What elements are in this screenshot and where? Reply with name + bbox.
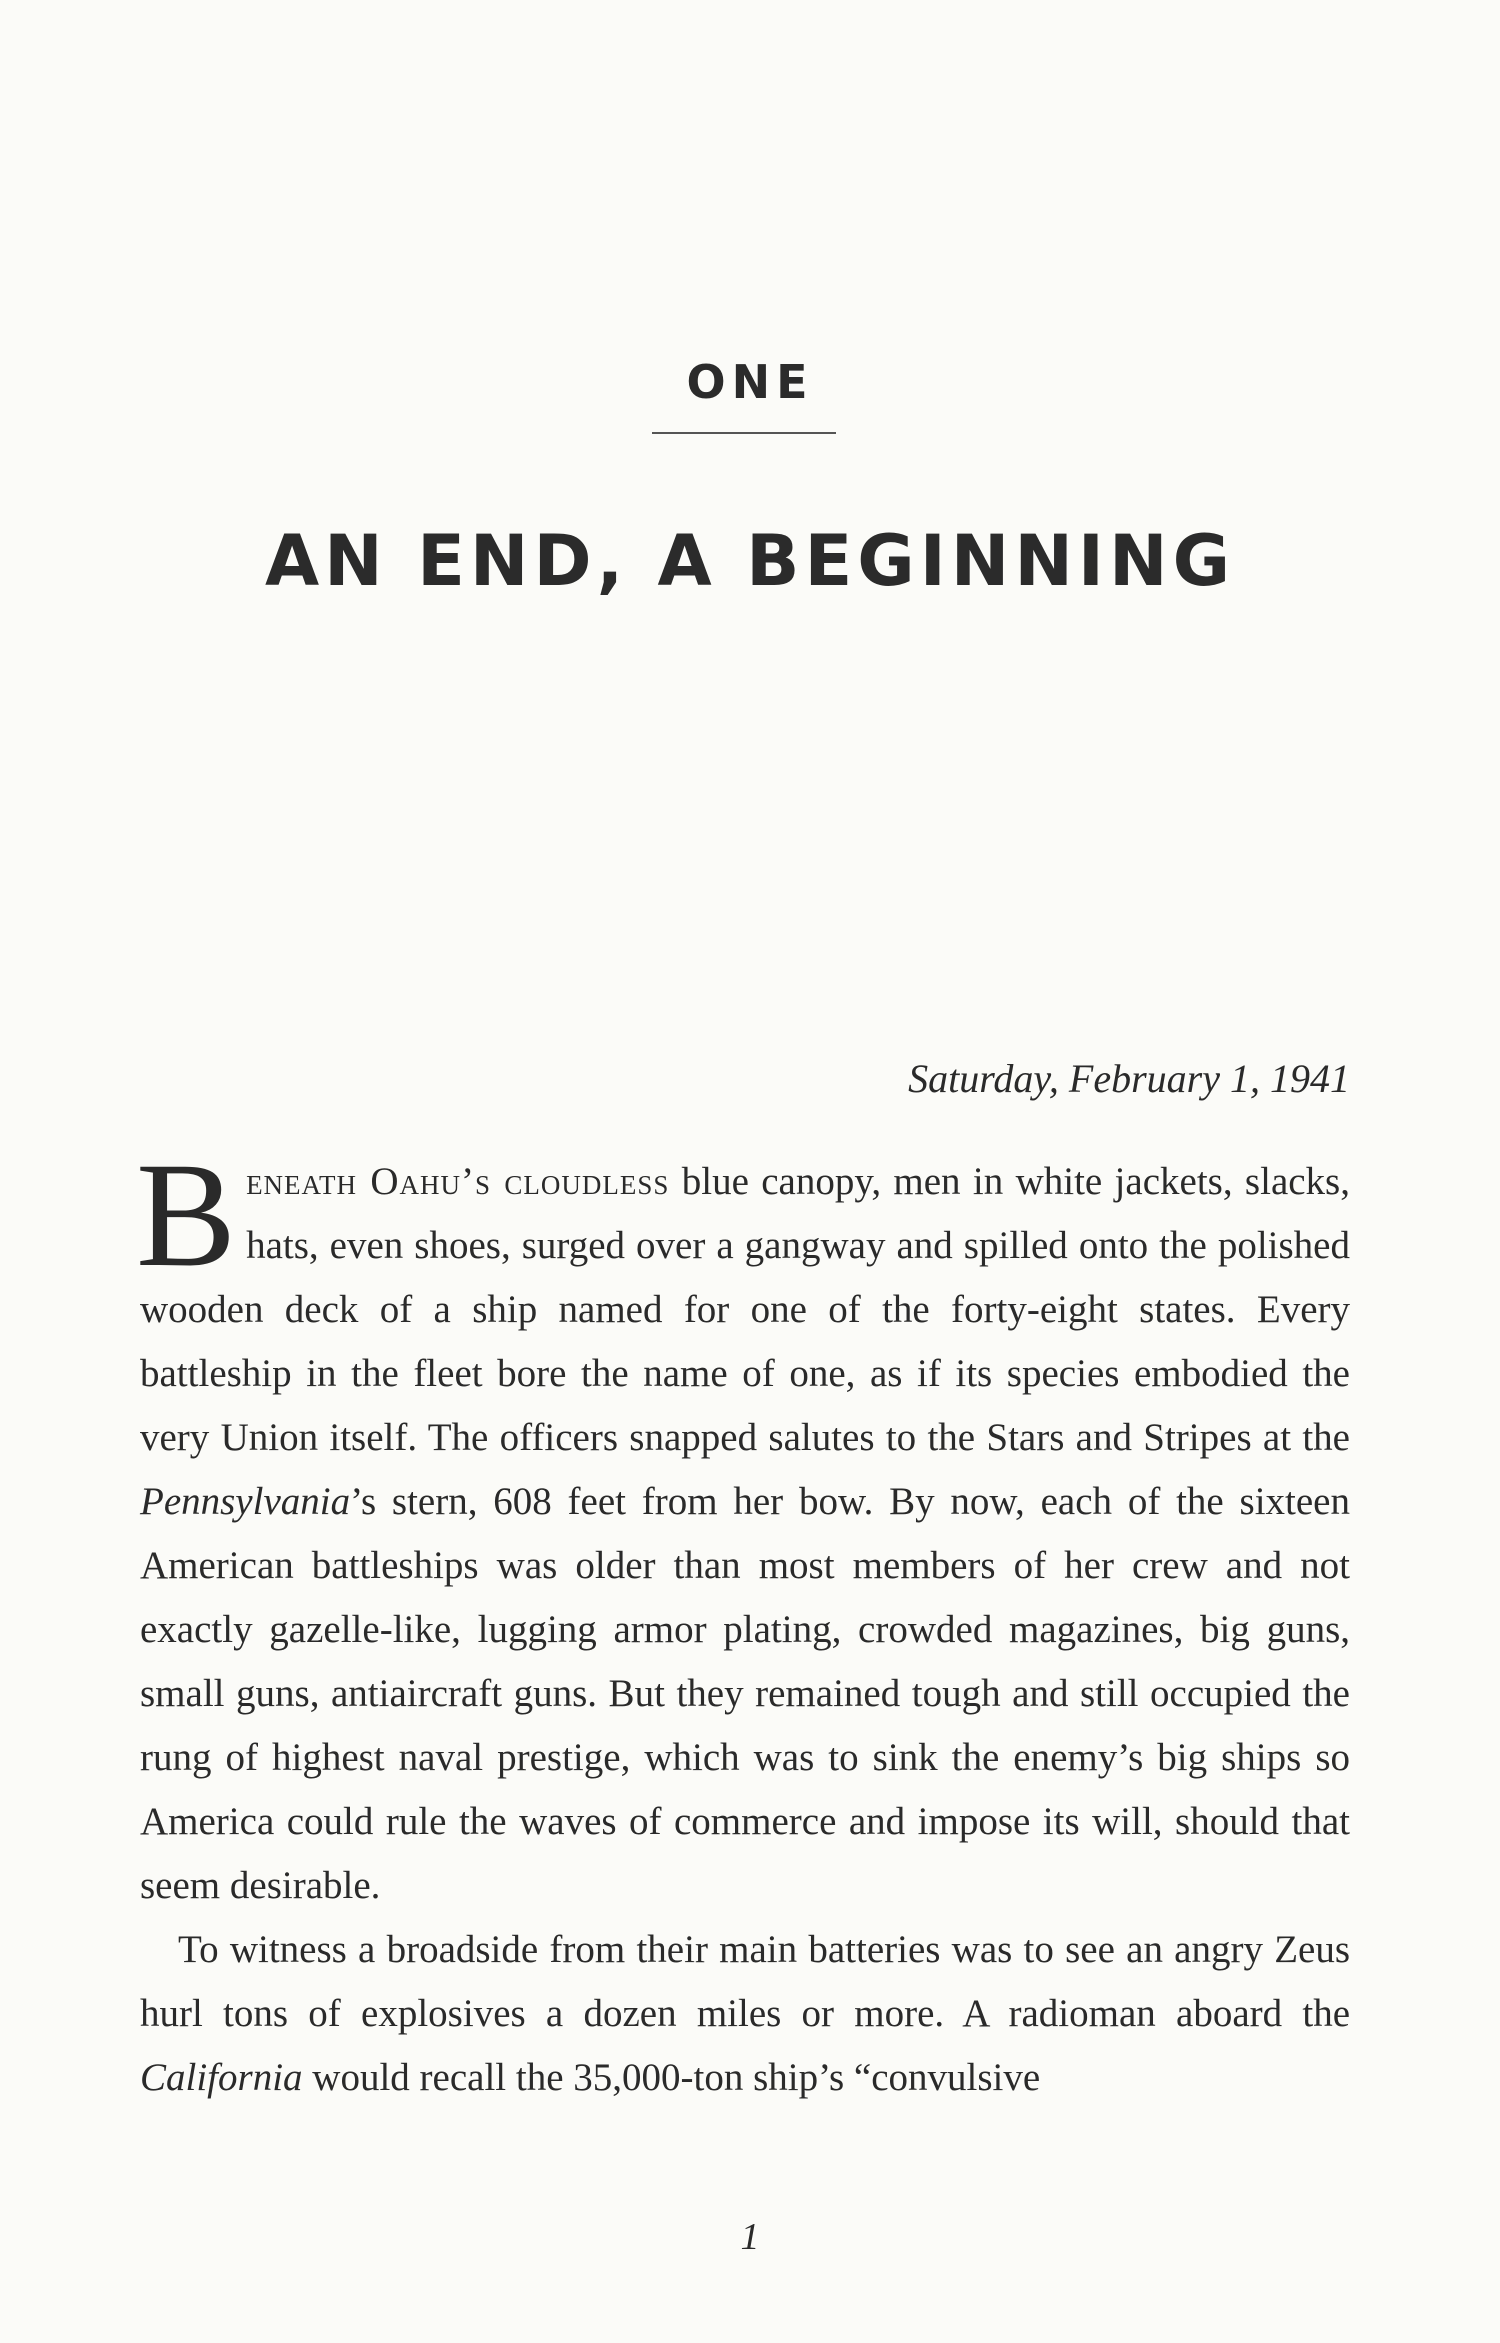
- chapter-number: ONE: [686, 355, 814, 409]
- lead-in-small-caps: eneath Oahu’s cloudless: [246, 1160, 670, 1203]
- drop-cap: B: [136, 1132, 237, 1298]
- chapter-divider-rule: [652, 432, 836, 434]
- ship-name-pennsylvania: Pennsylvania: [140, 1480, 351, 1523]
- paragraph-2-text-b: would recall the 35,000-ton ship’s “convulsive: [302, 2056, 1041, 2099]
- dateline: Saturday, February 1, 1941: [908, 1056, 1350, 1101]
- paragraph-1-text-b: ’s stern, 608 feet from her bow. By now, each of the sixteen American battleships was older than most members of her crew and not exactly gazelle-like, lugging armor plating, crowded magazines, big guns, small guns, antiaircraft guns. But they remained tough and still occupied the rung of highest naval prestige, which was to sink the enemy’s big ships so America could rule the waves of commerce and impose its will, should that seem desirable.: [140, 1480, 1350, 1907]
- paragraph-1: [136, 1132, 1350, 1918]
- ship-name-california: California: [140, 2056, 303, 2099]
- body-text: [136, 1132, 1350, 2110]
- page-number: 1: [740, 2216, 760, 2258]
- paragraph-2-text-a: To witness a broadside from their main batteries was to see an angry Zeus hurl tons of explosives a dozen miles or more. A radioman aboard the: [140, 1928, 1350, 2035]
- paragraph-1-text-a: blue canopy, men in white jackets, slacks, hats, even shoes, surged over a gangway and spilled onto the polished wooden deck of a ship named for one of the forty-eight states. Every battleship in the fleet bore the name of one, as if its species embodied the very Union itself. The officers snapped salutes to the Stars and Stripes at the: [140, 1160, 1350, 1459]
- chapter-title: AN END, A BEGINNING: [264, 520, 1236, 602]
- paragraph-2: [140, 1918, 1350, 2110]
